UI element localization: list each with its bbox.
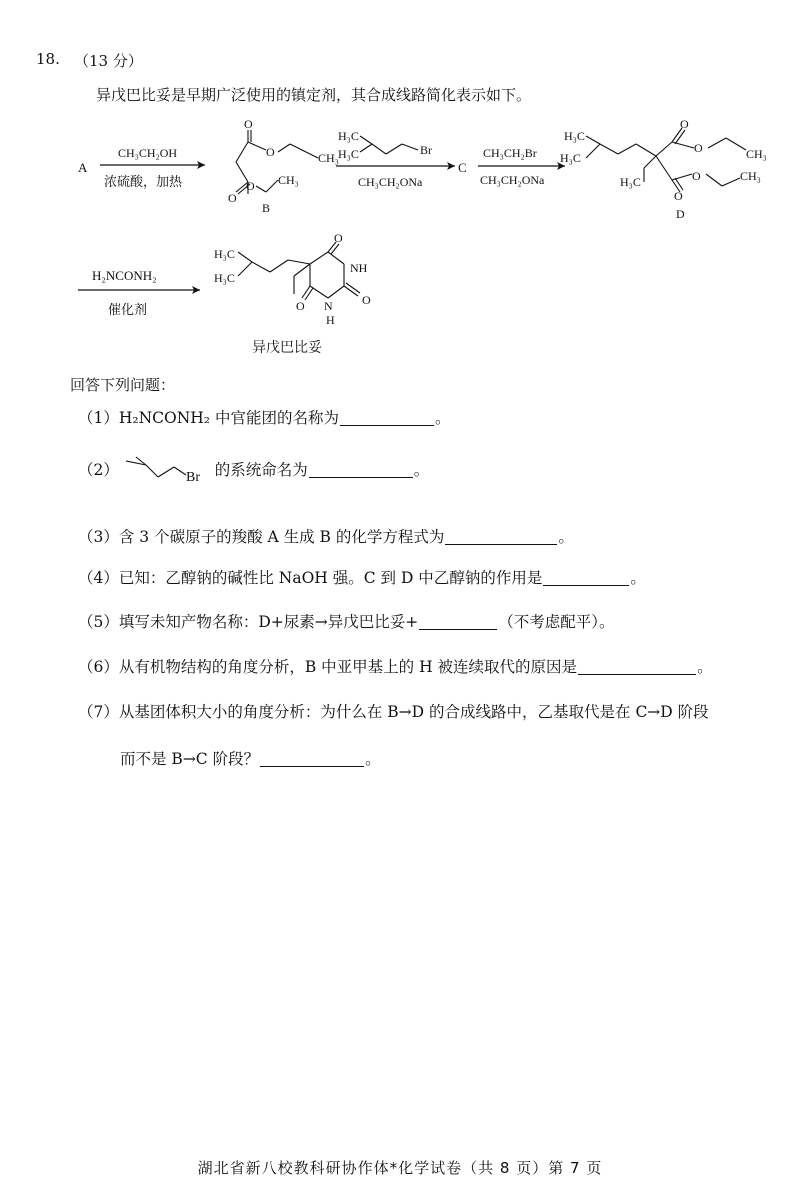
question-7 <box>78 700 709 722</box>
q5-blank[interactable] <box>419 613 497 630</box>
q7-line1: （7）从基团体积大小的角度分析：为什么在 B→D 的合成线路中，乙基取代是在 C→D 阶段 <box>78 703 709 721</box>
svg-text:H₃C: H₃C <box>214 271 235 285</box>
q3-suffix: 。 <box>558 528 574 546</box>
svg-text:O: O <box>244 117 253 131</box>
compound-b-label: B <box>262 201 271 215</box>
svg-text:O: O <box>246 179 255 193</box>
step1-reagent: CH₃CH₂OH <box>118 146 178 160</box>
q7-line2-text: 而不是 B→C 阶段？ <box>120 750 260 768</box>
q4-blank[interactable] <box>543 569 629 586</box>
q5-suffix: （不考虑配平）。 <box>498 613 615 631</box>
svg-text:O: O <box>680 117 689 131</box>
q2-br-atom: Br <box>185 470 200 485</box>
answer-prompt: 回答下列问题： <box>70 376 176 394</box>
svg-text:CH₃: CH₃ <box>278 173 299 187</box>
product-name: 异戊巴比妥 <box>252 341 322 356</box>
svg-text:O: O <box>694 141 703 155</box>
q2-suffix: 。 <box>413 461 430 479</box>
svg-text:H₃C: H₃C <box>338 147 359 161</box>
q6-blank[interactable] <box>578 658 696 675</box>
q2-blank[interactable] <box>309 461 413 478</box>
svg-text:H₃C: H₃C <box>214 247 235 261</box>
svg-text:O: O <box>228 191 237 205</box>
compound-a-label: A <box>78 160 88 175</box>
q2-number: （2） <box>78 461 119 479</box>
amobarbital-o3: O <box>296 299 305 313</box>
q1-blank[interactable] <box>340 409 434 426</box>
amobarbital-nh: NH <box>350 261 368 275</box>
q2-bromide-skeleton <box>124 455 204 485</box>
amobarbital-o2: O <box>362 293 371 307</box>
question-5 <box>78 610 615 632</box>
question-6 <box>78 655 713 677</box>
amobarbital-n: N <box>324 299 333 313</box>
q4-suffix: 。 <box>630 569 646 587</box>
question-4 <box>78 566 646 588</box>
q7-suffix: 。 <box>365 750 381 768</box>
q1-text: （1）H₂NCONH₂ 中官能团的名称为 <box>78 409 339 427</box>
question-1 <box>78 406 450 428</box>
q3-text: （3）含 3 个碳原子的羧酸 A 生成 B 的化学方程式为 <box>78 528 445 546</box>
q5-text: （5）填写未知产物名称：D+尿素→异戊巴比妥+ <box>78 613 419 631</box>
amobarbital-structure <box>238 242 360 300</box>
q2-text: 的系统命名为 <box>214 461 308 479</box>
svg-text:CH₃: CH₃ <box>318 151 339 165</box>
svg-text:CH₃: CH₃ <box>740 169 761 183</box>
q1-suffix: 。 <box>434 409 451 427</box>
svg-text:H₃C: H₃C <box>620 175 641 189</box>
q4-text: （4）已知：乙醇钠的碱性比 NaOH 强。C 到 D 中乙醇钠的作用是 <box>78 569 543 587</box>
step2-condition: CH₃CH₂ONa <box>358 175 423 189</box>
isoamyl-bromide-structure <box>360 136 418 154</box>
question-intro: 异戊巴比妥是早期广泛使用的镇定剂，其合成线路简化表示如下。 <box>96 86 532 104</box>
svg-text:H₃C: H₃C <box>564 129 585 143</box>
synthesis-scheme <box>0 100 800 370</box>
svg-text:H₃C: H₃C <box>338 129 359 143</box>
isoamyl-br-atom: Br <box>420 143 432 157</box>
svg-text:O: O <box>266 145 275 159</box>
compound-c-label: C <box>458 160 467 175</box>
step4-condition: 催化剂 <box>108 302 148 317</box>
q3-blank[interactable] <box>445 528 557 545</box>
svg-text:O: O <box>674 189 683 203</box>
amobarbital-o1: O <box>334 231 343 245</box>
page-footer: 湖北省新八校教科研协作体*化学试卷（共 8 页）第 7 页 <box>197 1159 603 1177</box>
q6-suffix: 。 <box>697 658 713 676</box>
svg-text:H₃C: H₃C <box>560 151 581 165</box>
compound-d-label: D <box>676 207 685 221</box>
question-number: 18. <box>36 50 60 68</box>
amobarbital-h: H <box>326 313 335 327</box>
step4-reagent: H₂NCONH₂ <box>92 268 157 283</box>
q6-text: （6）从有机物结构的角度分析，B 中亚甲基上的 H 被连续取代的原因是 <box>78 658 578 676</box>
question-3 <box>78 525 574 547</box>
question-points: （13 分） <box>74 52 143 70</box>
question-2 <box>78 455 429 485</box>
compound-d-structure <box>586 128 746 192</box>
question-7-line2 <box>120 747 381 769</box>
svg-text:O: O <box>692 169 701 183</box>
step3-reagent: CH₃CH₂Br <box>483 146 537 160</box>
step1-condition: 浓硫酸，加热 <box>104 174 183 189</box>
q7-blank[interactable] <box>260 750 364 767</box>
step3-condition: CH₃CH₂ONa <box>480 173 545 187</box>
svg-text:CH₃: CH₃ <box>746 147 767 161</box>
